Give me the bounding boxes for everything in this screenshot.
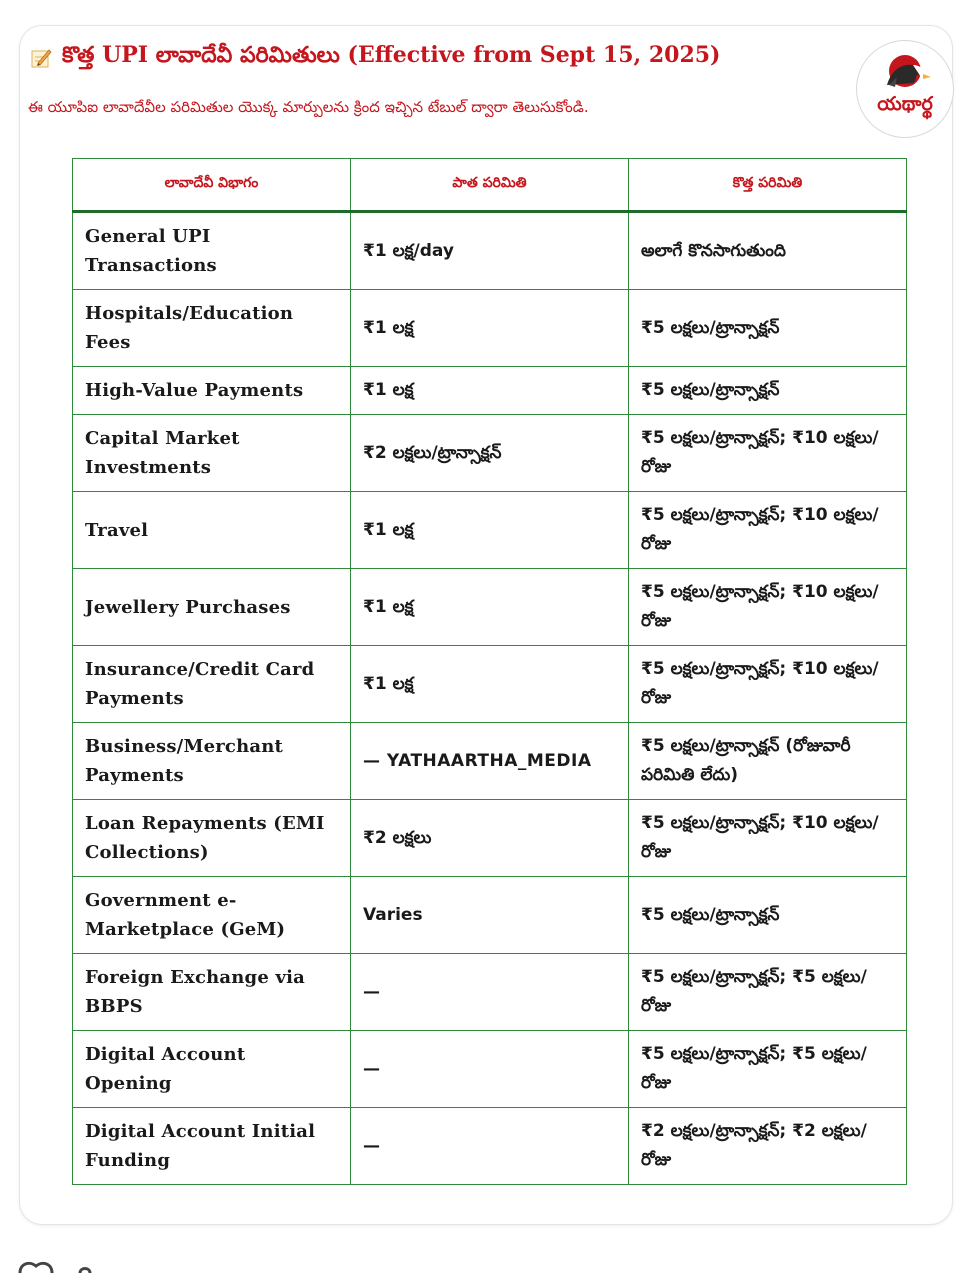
- table-row: [73, 1031, 907, 1108]
- header-old-limit: పాత పరిమితి: [351, 159, 629, 212]
- row-old-limit: ₹2 లక్షలు/ట్రాన్సాక్షన్: [351, 415, 629, 492]
- row-category: General UPI Transactions: [73, 212, 351, 290]
- row-category: Business/Merchant Payments: [73, 723, 351, 800]
- row-category: Jewellery Purchases: [73, 569, 351, 646]
- table-row: [73, 290, 907, 367]
- table-row: [73, 646, 907, 723]
- row-category: Digital Account Opening: [73, 1031, 351, 1108]
- upi-limits-table: [72, 158, 907, 1185]
- row-new-limit: ₹5 లక్షలు/ట్రాన్సాక్షన్; ₹5 లక్షలు/రోజు: [629, 954, 907, 1031]
- row-category: Capital Market Investments: [73, 415, 351, 492]
- row-old-limit: ₹1 లక్ష/day: [351, 212, 629, 290]
- row-new-limit: ₹5 లక్షలు/ట్రాన్సాక్షన్ (రోజువారీ పరిమితి లేదు): [629, 723, 907, 800]
- page-subtitle: ఈ యూపిఐ లావాదేవీల పరిమితుల యొక్క మార్పులను క్రింద ఇచ్చిన టేబుల్ ద్వారా తెలుసుకోండి.: [28, 98, 589, 116]
- row-category: Loan Repayments (EMI Collections): [73, 800, 351, 877]
- row-old-limit: ₹1 లక్ష: [351, 492, 629, 569]
- row-old-limit: ₹1 లక్ష: [351, 290, 629, 367]
- row-old-limit: —: [351, 954, 629, 1031]
- row-category: Hospitals/Education Fees: [73, 290, 351, 367]
- row-new-limit: ₹2 లక్షలు/ట్రాన్సాక్షన్; ₹2 లక్షలు/రోజు: [629, 1108, 907, 1185]
- logo-text: యథార్థ: [877, 93, 933, 115]
- row-new-limit: ₹5 లక్షలు/ట్రాన్సాక్షన్; ₹10 లక్షలు/రోజు: [629, 646, 907, 723]
- row-new-limit: ₹5 లక్షలు/ట్రాన్సాక్షన్: [629, 877, 907, 954]
- header-category: లావాదేవీ విభాగం: [73, 159, 351, 212]
- row-old-limit: — YATHAARTHA_MEDIA: [351, 723, 629, 800]
- title-row: [30, 42, 720, 73]
- row-new-limit: ₹5 లక్షలు/ట్రాన్సాక్షన్; ₹10 లక్షలు/రోజు: [629, 415, 907, 492]
- table-row: [73, 877, 907, 954]
- post-card: [20, 26, 952, 1224]
- table-row: [73, 723, 907, 800]
- row-old-limit: Varies: [351, 877, 629, 954]
- row-new-limit: అలాగే కొనసాగుతుంది: [629, 212, 907, 290]
- row-category: Government e-Marketplace (GeM): [73, 877, 351, 954]
- brand-logo: [856, 40, 954, 138]
- row-new-limit: ₹5 లక్షలు/ట్రాన్సాక్షన్; ₹10 లక్షలు/రోజు: [629, 800, 907, 877]
- reaction-icon[interactable]: [18, 1258, 108, 1277]
- table-row: [73, 800, 907, 877]
- row-old-limit: ₹1 లక్ష: [351, 569, 629, 646]
- row-old-limit: ₹1 లక్ష: [351, 646, 629, 723]
- table-row: [73, 954, 907, 1031]
- row-category: Foreign Exchange via BBPS: [73, 954, 351, 1031]
- table-row: [73, 569, 907, 646]
- table-row: [73, 415, 907, 492]
- table-row: [73, 1108, 907, 1185]
- table-header-row: [73, 159, 907, 212]
- row-old-limit: —: [351, 1108, 629, 1185]
- row-category: Travel: [73, 492, 351, 569]
- table-row: [73, 492, 907, 569]
- row-new-limit: ₹5 లక్షలు/ట్రాన్సాక్షన్; ₹10 లక్షలు/రోజు: [629, 492, 907, 569]
- table-row: [73, 212, 907, 290]
- header-new-limit: కొత్త పరిమితి: [629, 159, 907, 212]
- row-category: Digital Account Initial Funding: [73, 1108, 351, 1185]
- page-title: కొత్త UPI లావాదేవీ పరిమితులు (Effective from Sept 15, 2025): [62, 42, 721, 68]
- row-category: Insurance/Credit Card Payments: [73, 646, 351, 723]
- row-new-limit: ₹5 లక్షలు/ట్రాన్సాక్షన్: [629, 367, 907, 415]
- row-old-limit: ₹1 లక్ష: [351, 367, 629, 415]
- table-row: [73, 367, 907, 415]
- row-new-limit: ₹5 లక్షలు/ట్రాన్సాక్షన్: [629, 290, 907, 367]
- eagle-icon: [857, 41, 953, 137]
- row-new-limit: ₹5 లక్షలు/ట్రాన్సాక్షన్; ₹10 లక్షలు/రోజు: [629, 569, 907, 646]
- pencil-memo-icon: [30, 47, 52, 69]
- row-category: High-Value Payments: [73, 367, 351, 415]
- row-old-limit: ₹2 లక్షలు: [351, 800, 629, 877]
- row-old-limit: —: [351, 1031, 629, 1108]
- row-new-limit: ₹5 లక్షలు/ట్రాన్సాక్షన్; ₹5 లక్షలు/రోజు: [629, 1031, 907, 1108]
